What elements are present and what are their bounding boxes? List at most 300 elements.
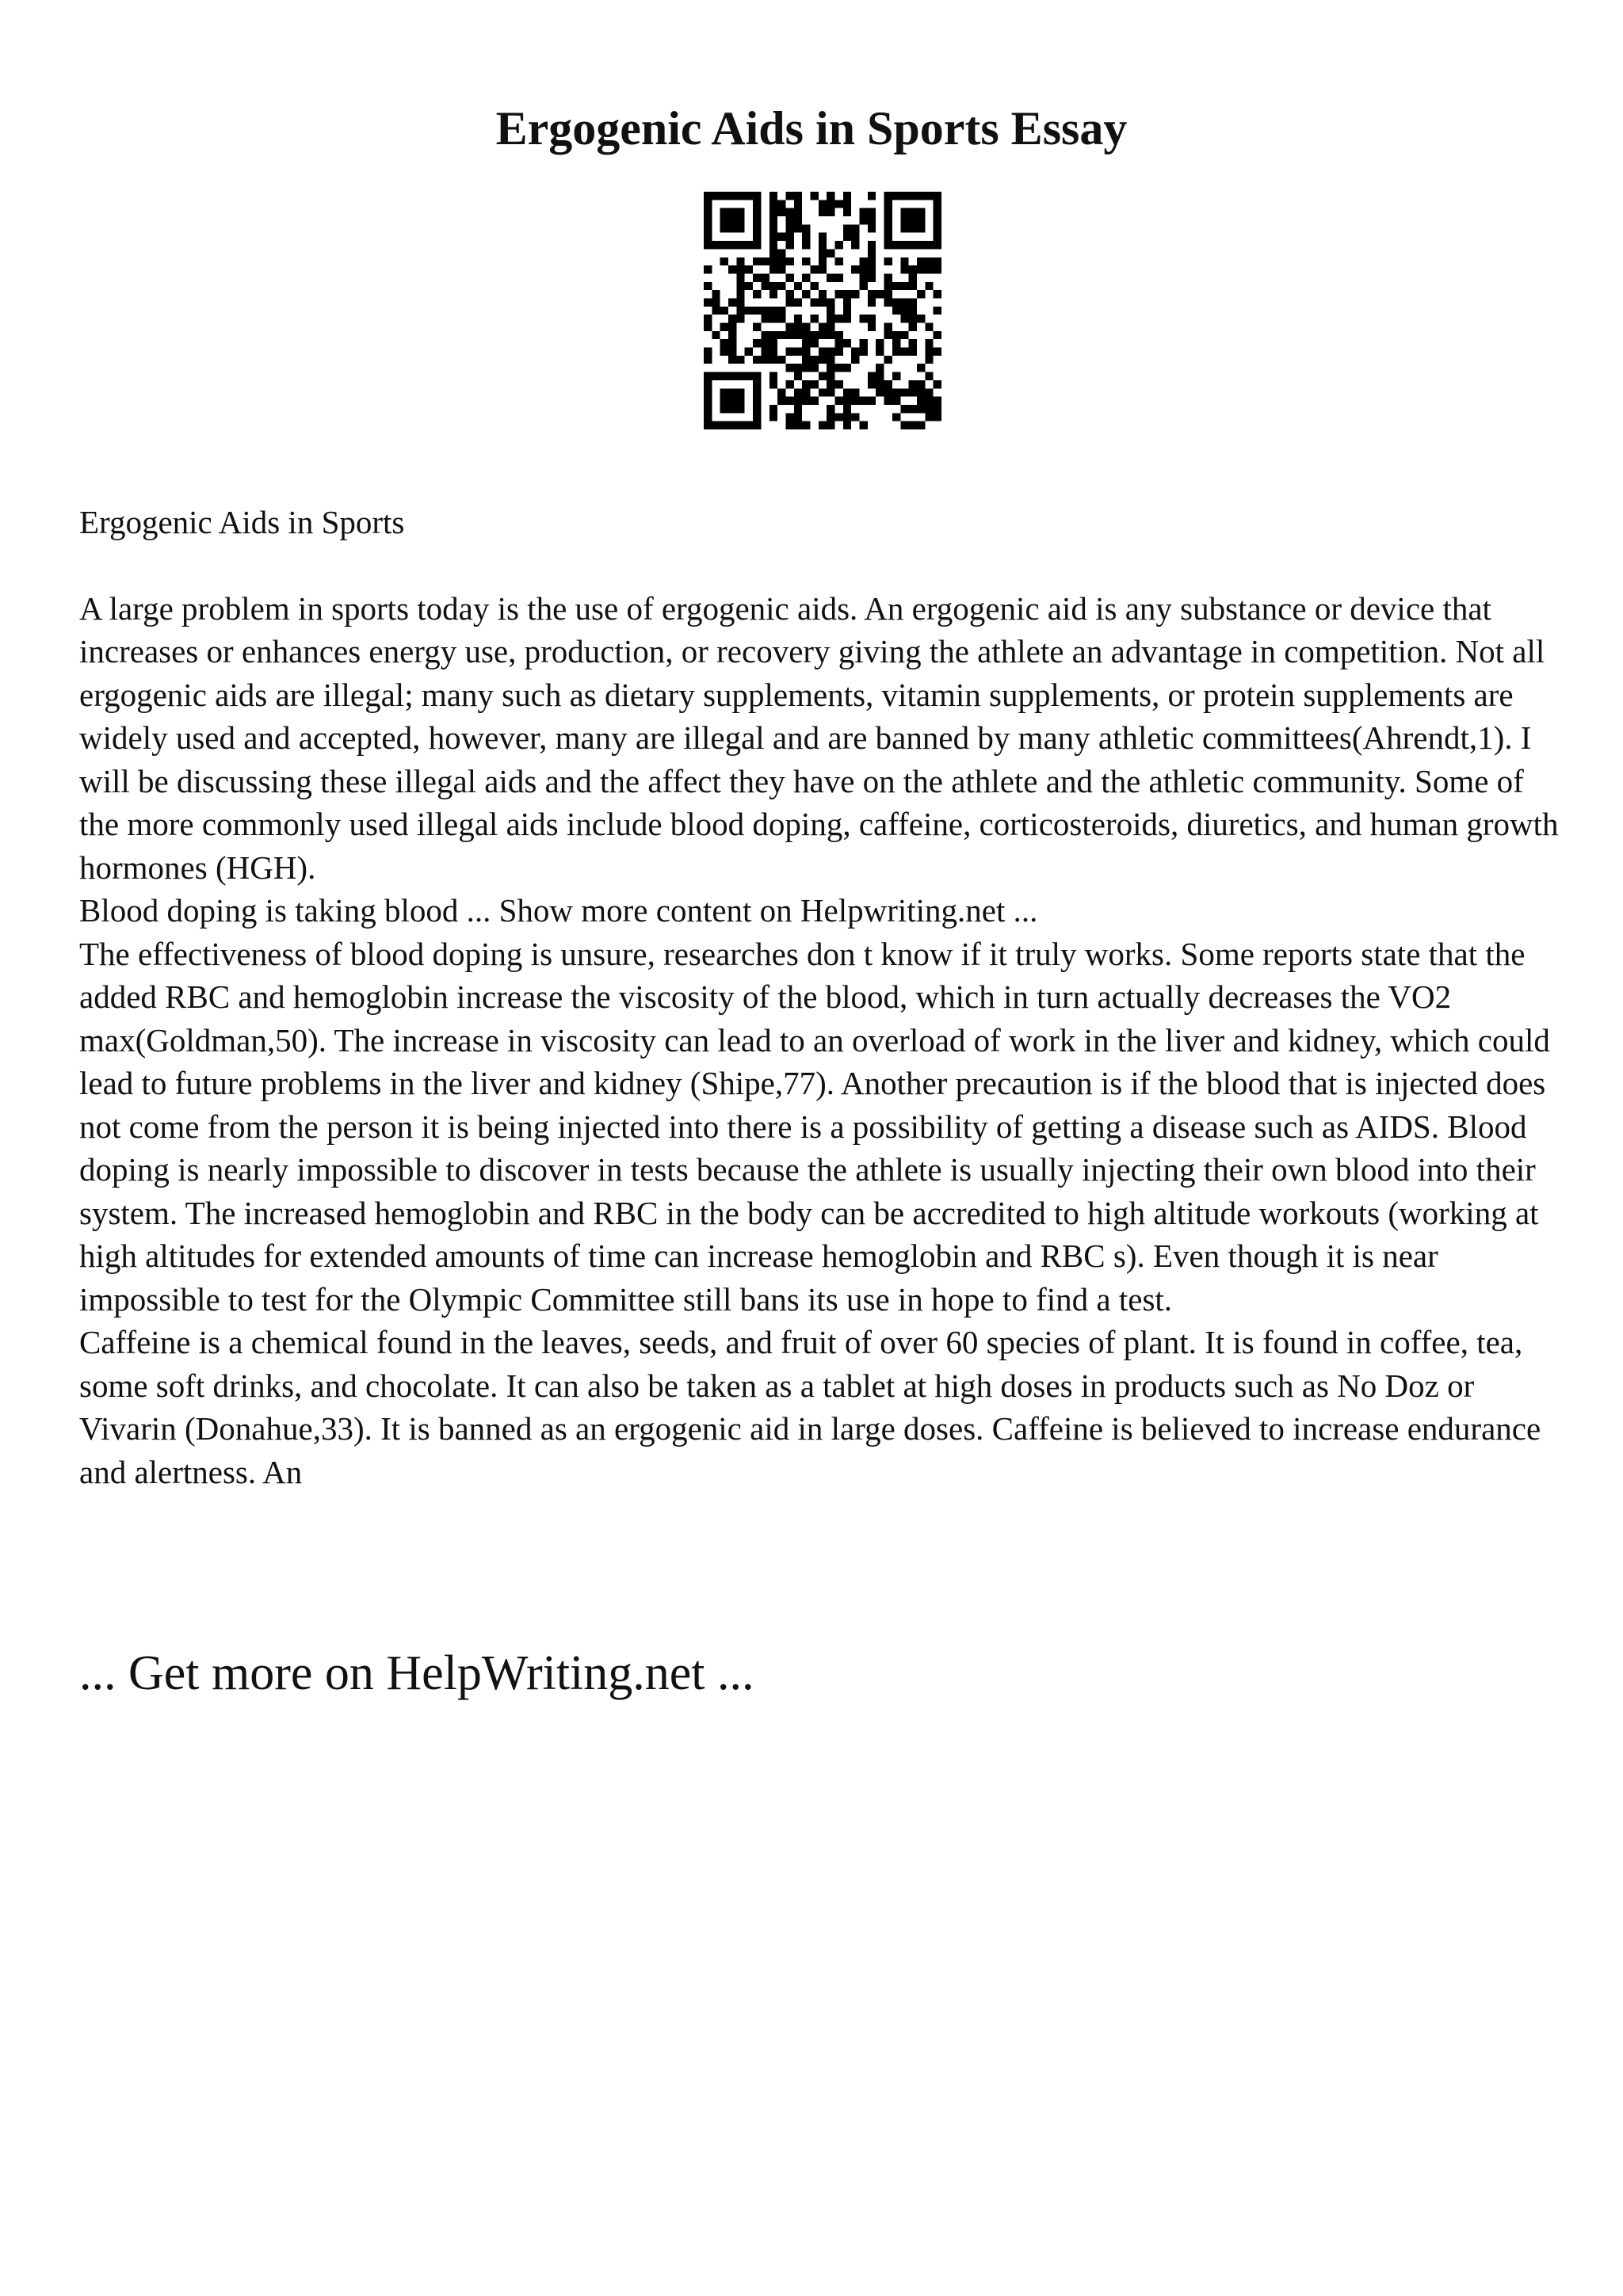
qr-module [769, 356, 777, 364]
qr-module [810, 397, 818, 405]
qr-module [884, 208, 892, 216]
qr-module [884, 241, 892, 249]
qr-module [900, 388, 908, 396]
qr-module [753, 413, 761, 421]
qr-module [712, 241, 720, 249]
qr-module [794, 331, 802, 339]
qr-module [794, 192, 802, 200]
qr-module [909, 273, 917, 281]
qr-module [704, 323, 712, 331]
qr-module [728, 356, 736, 364]
qr-module [728, 315, 736, 322]
qr-module [843, 397, 851, 405]
qr-module [925, 348, 933, 356]
qr-module [835, 290, 843, 298]
qr-module [860, 208, 868, 216]
qr-module [917, 397, 925, 405]
qr-module [753, 200, 761, 208]
qr-module [892, 307, 900, 315]
qr-module [769, 290, 777, 298]
qr-module [934, 405, 941, 413]
qr-module [843, 233, 851, 241]
qr-module [753, 290, 761, 298]
qr-module [843, 364, 851, 372]
qr-module [785, 331, 793, 339]
qr-module [843, 339, 851, 347]
qr-module [876, 348, 884, 356]
qr-module [851, 413, 859, 421]
qr-module [736, 273, 744, 281]
qr-module [753, 208, 761, 216]
qr-module [736, 421, 744, 429]
qr-module [810, 380, 818, 388]
qr-module [884, 380, 892, 388]
qr-module [868, 290, 876, 298]
qr-module [843, 298, 851, 306]
qr-module [720, 348, 728, 356]
qr-module [900, 307, 908, 315]
qr-module [868, 265, 876, 273]
qr-module [769, 265, 777, 273]
qr-module [753, 421, 761, 429]
qr-module [704, 356, 712, 364]
qr-module [769, 339, 777, 347]
qr-module [892, 413, 900, 421]
qr-module [745, 282, 753, 290]
qr-module [917, 224, 925, 232]
qr-module [868, 216, 876, 224]
qr-module [819, 200, 827, 208]
qr-module [860, 265, 868, 273]
qr-module [736, 356, 744, 364]
qr-module [843, 192, 851, 200]
qr-module [720, 257, 728, 265]
qr-module [925, 257, 933, 265]
qr-module [934, 413, 941, 421]
qr-module [736, 208, 744, 216]
qr-module [900, 348, 908, 356]
qr-module [909, 405, 917, 413]
qr-module [827, 315, 834, 322]
qr-module [785, 397, 793, 405]
qr-module [917, 421, 925, 429]
qr-module [769, 331, 777, 339]
qr-module [851, 397, 859, 405]
qr-module [704, 388, 712, 396]
qr-module [761, 273, 769, 281]
qr-module [761, 307, 769, 315]
qr-module [745, 241, 753, 249]
qr-module [777, 233, 785, 241]
qr-module [761, 315, 769, 322]
qr-module [860, 257, 868, 265]
qr-code-icon [704, 192, 941, 429]
qr-module [736, 257, 744, 265]
qr-module [777, 397, 785, 405]
qr-module [843, 388, 851, 396]
qr-module [909, 388, 917, 396]
qr-module [802, 348, 810, 356]
qr-module [761, 257, 769, 265]
qr-module [819, 356, 827, 364]
qr-module [794, 282, 802, 290]
qr-module [934, 216, 941, 224]
qr-module [909, 192, 917, 200]
qr-module [720, 405, 728, 413]
qr-module [827, 372, 834, 380]
qr-module [876, 364, 884, 372]
qr-module [917, 290, 925, 298]
qr-module [843, 405, 851, 413]
qr-module [900, 224, 908, 232]
qr-module [794, 372, 802, 380]
qr-module [704, 224, 712, 232]
qr-module [843, 315, 851, 322]
qr-module [712, 307, 720, 315]
qr-module [917, 388, 925, 396]
qr-module [868, 224, 876, 232]
qr-module [794, 224, 802, 232]
qr-module [728, 339, 736, 347]
qr-module [769, 192, 777, 200]
qr-module [884, 224, 892, 232]
qr-module [802, 331, 810, 339]
qr-module [827, 413, 834, 421]
qr-module [934, 257, 941, 265]
qr-module [851, 356, 859, 364]
qr-module [802, 273, 810, 281]
qr-module [745, 421, 753, 429]
qr-module [794, 315, 802, 322]
qr-module [736, 397, 744, 405]
qr-module [802, 339, 810, 347]
qr-module [753, 257, 761, 265]
qr-module [810, 298, 818, 306]
qr-module [900, 241, 908, 249]
qr-module [851, 348, 859, 356]
qr-module [835, 315, 843, 322]
qr-module [900, 405, 908, 413]
document-title: Ergogenic Aids in Sports Essay [495, 102, 1128, 154]
qr-module [736, 405, 744, 413]
qr-module [810, 265, 818, 273]
qr-module [802, 241, 810, 249]
qr-module [900, 216, 908, 224]
qr-module [712, 372, 720, 380]
qr-module [917, 265, 925, 273]
qr-module [736, 265, 744, 273]
qr-module [794, 216, 802, 224]
qr-module [851, 224, 859, 232]
qr-module [728, 348, 736, 356]
qr-module [868, 257, 876, 265]
qr-module [900, 282, 908, 290]
qr-module [843, 208, 851, 216]
qr-module [802, 290, 810, 298]
qr-module [785, 241, 793, 249]
qr-module [753, 372, 761, 380]
qr-module [736, 192, 744, 200]
qr-module [835, 364, 843, 372]
qr-module [868, 380, 876, 388]
qr-module [720, 216, 728, 224]
qr-module [843, 224, 851, 232]
qr-module [884, 331, 892, 339]
qr-module [728, 421, 736, 429]
qr-module [868, 323, 876, 331]
qr-module [868, 192, 876, 200]
qr-module [827, 356, 834, 364]
qr-module [720, 224, 728, 232]
get-more-link[interactable]: ... Get more on HelpWriting.net ... [79, 1646, 754, 1700]
qr-module [704, 298, 712, 306]
qr-module [777, 388, 785, 396]
qr-module [835, 273, 843, 281]
qr-module [876, 388, 884, 396]
qr-module [728, 224, 736, 232]
qr-module [802, 257, 810, 265]
qr-module [892, 192, 900, 200]
qr-module [736, 307, 744, 315]
qr-module [860, 397, 868, 405]
qr-module [884, 216, 892, 224]
qr-module [704, 421, 712, 429]
qr-module [745, 348, 753, 356]
qr-module [785, 413, 793, 421]
qr-module [785, 224, 793, 232]
qr-module [819, 323, 827, 331]
qr-module [884, 298, 892, 306]
qr-module [728, 388, 736, 396]
qr-module [736, 241, 744, 249]
qr-module [827, 192, 834, 200]
qr-module [736, 298, 744, 306]
qr-module [827, 331, 834, 339]
qr-module [868, 298, 876, 306]
qr-module [802, 380, 810, 388]
qr-module [810, 192, 818, 200]
qr-module [736, 290, 744, 298]
qr-module [810, 339, 818, 347]
qr-module [728, 208, 736, 216]
qr-module [810, 315, 818, 322]
qr-module [704, 265, 712, 273]
qr-module [802, 421, 810, 429]
qr-module [777, 200, 785, 208]
qr-module [769, 307, 777, 315]
qr-module [704, 208, 712, 216]
qr-module [827, 380, 834, 388]
qr-module [917, 405, 925, 413]
qr-module [785, 273, 793, 281]
qr-module [934, 208, 941, 216]
qr-module [819, 249, 827, 257]
qr-module [909, 421, 917, 429]
qr-module [769, 216, 777, 224]
qr-module [892, 339, 900, 347]
qr-module [794, 413, 802, 421]
qr-module [917, 257, 925, 265]
qr-module [794, 208, 802, 216]
qr-module [785, 323, 793, 331]
qr-module [802, 388, 810, 396]
qr-module [925, 241, 933, 249]
qr-module [909, 265, 917, 273]
qr-module [909, 323, 917, 331]
qr-module [827, 298, 834, 306]
qr-module [704, 241, 712, 249]
qr-module [753, 241, 761, 249]
qr-module [860, 273, 868, 281]
qr-module [802, 323, 810, 331]
qr-module [827, 273, 834, 281]
qr-module [720, 372, 728, 380]
qr-module [900, 257, 908, 265]
qr-module [753, 380, 761, 388]
qr-module [925, 397, 933, 405]
qr-module [900, 265, 908, 273]
qr-module [909, 348, 917, 356]
qr-module [728, 331, 736, 339]
qr-module [777, 208, 785, 216]
qr-module [900, 192, 908, 200]
qr-module [761, 348, 769, 356]
qr-module [827, 208, 834, 216]
qr-module [785, 298, 793, 306]
qr-module [827, 200, 834, 208]
qr-module [785, 348, 793, 356]
qr-module [753, 233, 761, 241]
qr-module [785, 216, 793, 224]
qr-module [909, 241, 917, 249]
qr-module [720, 421, 728, 429]
qr-module [876, 380, 884, 388]
qr-module [761, 282, 769, 290]
qr-module [769, 315, 777, 322]
qr-module [794, 364, 802, 372]
qr-module [925, 265, 933, 273]
qr-module [892, 282, 900, 290]
qr-module [794, 421, 802, 429]
qr-module [827, 249, 834, 257]
qr-module [819, 257, 827, 265]
qr-module [835, 339, 843, 347]
qr-module [810, 356, 818, 364]
qr-module [769, 372, 777, 380]
qr-module [810, 331, 818, 339]
qr-module [785, 421, 793, 429]
qr-module [720, 208, 728, 216]
qr-module [769, 348, 777, 356]
qr-module [876, 290, 884, 298]
qr-module [802, 233, 810, 241]
qr-module [745, 192, 753, 200]
qr-module [868, 372, 876, 380]
qr-module [753, 273, 761, 281]
qr-module [925, 372, 933, 380]
qr-module [753, 397, 761, 405]
qr-module [720, 323, 728, 331]
qr-module [777, 315, 785, 322]
qr-module [819, 421, 827, 429]
qr-module [934, 233, 941, 241]
qr-module [909, 380, 917, 388]
qr-module [761, 339, 769, 347]
qr-module [785, 208, 793, 216]
qr-module [827, 348, 834, 356]
qr-module [712, 192, 720, 200]
qr-module [720, 339, 728, 347]
qr-module [785, 380, 793, 388]
paragraph-caffeine: Caffeine is a chemical found in the leaves, seeds, and fruit of over 60 species of plant. It is found in coffee, tea, some soft drinks, and chocolate. It can also be taken as a tablet at high doses in products such as No Doz or Vivarin (Donahue,33). It is banned as an ergogenic aid in large doses. Caffeine is believed to increase endurance and alertness. An [79, 1324, 1541, 1490]
qr-module [802, 397, 810, 405]
qr-module [876, 339, 884, 347]
qr-module [860, 339, 868, 347]
qr-module [794, 200, 802, 208]
qr-module [704, 397, 712, 405]
qr-module [728, 216, 736, 224]
qr-module [925, 356, 933, 364]
qr-module [819, 372, 827, 380]
qr-module [892, 241, 900, 249]
qr-module [934, 192, 941, 200]
qr-module [728, 241, 736, 249]
qr-module [769, 413, 777, 421]
qr-module [917, 216, 925, 224]
qr-module [851, 233, 859, 241]
qr-module [884, 200, 892, 208]
qr-module [704, 216, 712, 224]
qr-module [925, 323, 933, 331]
qr-module [851, 290, 859, 298]
qr-module [802, 224, 810, 232]
qr-module [712, 331, 720, 339]
qr-module [868, 241, 876, 249]
qr-module [794, 405, 802, 413]
qr-module [892, 372, 900, 380]
qr-module [851, 388, 859, 396]
qr-module [802, 356, 810, 364]
qr-module [819, 290, 827, 298]
document-body [79, 501, 1569, 1493]
document-subtitle: Ergogenic Aids in Sports [79, 504, 405, 540]
qr-module [785, 192, 793, 200]
qr-module [917, 192, 925, 200]
qr-module [884, 273, 892, 281]
qr-module [925, 413, 933, 421]
qr-module [925, 339, 933, 347]
qr-module [909, 307, 917, 315]
qr-module [785, 233, 793, 241]
qr-module [753, 339, 761, 347]
qr-module [728, 298, 736, 306]
qr-module [745, 265, 753, 273]
qr-module [934, 200, 941, 208]
qr-module [728, 405, 736, 413]
qr-module [753, 356, 761, 364]
qr-module [794, 397, 802, 405]
qr-module [892, 298, 900, 306]
qr-module [745, 372, 753, 380]
qr-module [851, 241, 859, 249]
qr-module [835, 397, 843, 405]
qr-module [909, 282, 917, 290]
qr-module [835, 380, 843, 388]
qr-module [769, 233, 777, 241]
qr-module [843, 421, 851, 429]
qr-module [736, 388, 744, 396]
qr-module [704, 192, 712, 200]
